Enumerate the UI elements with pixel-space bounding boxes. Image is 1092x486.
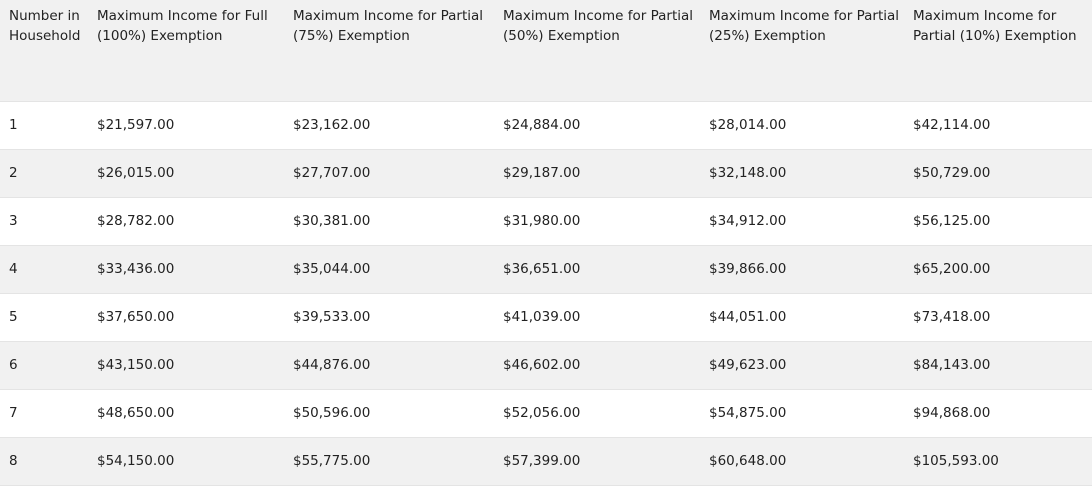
cell-partial-25: $32,148.00 <box>709 165 787 181</box>
cell-full-100: $21,597.00 <box>97 117 175 133</box>
cell-partial-75: $50,596.00 <box>293 405 371 421</box>
table-row <box>0 149 1092 197</box>
cell-household: 8 <box>9 453 18 469</box>
cell-partial-25: $60,648.00 <box>709 453 787 469</box>
cell-household: 4 <box>9 261 18 277</box>
cell-household: 3 <box>9 213 18 229</box>
cell-household: 1 <box>9 117 18 133</box>
cell-partial-50: $46,602.00 <box>503 357 581 373</box>
cell-partial-10: $94,868.00 <box>913 405 991 421</box>
cell-partial-75: $44,876.00 <box>293 357 371 373</box>
cell-full-100: $48,650.00 <box>97 405 175 421</box>
header-partial-75: Maximum Income for Partial (75%) Exemption <box>293 8 484 44</box>
cell-partial-75: $30,381.00 <box>293 213 371 229</box>
table-body <box>0 101 1092 485</box>
cell-partial-50: $57,399.00 <box>503 453 581 469</box>
header-household: Number in Household <box>9 8 81 44</box>
cell-partial-25: $28,014.00 <box>709 117 787 133</box>
cell-partial-75: $23,162.00 <box>293 117 371 133</box>
cell-partial-50: $31,980.00 <box>503 213 581 229</box>
cell-household: 2 <box>9 165 18 181</box>
cell-full-100: $33,436.00 <box>97 261 175 277</box>
table-row <box>0 245 1092 293</box>
cell-partial-75: $55,775.00 <box>293 453 371 469</box>
cell-partial-25: $34,912.00 <box>709 213 787 229</box>
table-header <box>0 0 1092 101</box>
cell-partial-50: $52,056.00 <box>503 405 581 421</box>
cell-partial-25: $49,623.00 <box>709 357 787 373</box>
cell-full-100: $37,650.00 <box>97 309 175 325</box>
header-partial-25: Maximum Income for Partial (25%) Exemption <box>709 8 900 44</box>
header-row <box>0 0 1092 101</box>
table-row <box>0 293 1092 341</box>
table-row <box>0 437 1092 485</box>
cell-partial-10: $105,593.00 <box>913 453 999 469</box>
cell-partial-10: $73,418.00 <box>913 309 991 325</box>
cell-partial-50: $41,039.00 <box>503 309 581 325</box>
cell-full-100: $26,015.00 <box>97 165 175 181</box>
cell-full-100: $28,782.00 <box>97 213 175 229</box>
table-row <box>0 197 1092 245</box>
table-row <box>0 389 1092 437</box>
cell-partial-25: $44,051.00 <box>709 309 787 325</box>
header-partial-10: Maximum Income for Partial (10%) Exemption <box>913 8 1077 44</box>
cell-partial-50: $29,187.00 <box>503 165 581 181</box>
cell-partial-10: $56,125.00 <box>913 213 991 229</box>
cell-partial-25: $39,866.00 <box>709 261 787 277</box>
cell-household: 7 <box>9 405 18 421</box>
header-full-100: Maximum Income for Full (100%) Exemption <box>97 8 268 44</box>
cell-partial-75: $39,533.00 <box>293 309 371 325</box>
cell-partial-10: $42,114.00 <box>913 117 991 133</box>
cell-household: 5 <box>9 309 18 325</box>
cell-partial-10: $50,729.00 <box>913 165 991 181</box>
cell-partial-75: $27,707.00 <box>293 165 371 181</box>
cell-partial-75: $35,044.00 <box>293 261 371 277</box>
cell-full-100: $54,150.00 <box>97 453 175 469</box>
header-partial-50: Maximum Income for Partial (50%) Exemption <box>503 8 694 44</box>
cell-partial-50: $36,651.00 <box>503 261 581 277</box>
table-row <box>0 341 1092 389</box>
cell-partial-10: $84,143.00 <box>913 357 991 373</box>
cell-partial-25: $54,875.00 <box>709 405 787 421</box>
cell-full-100: $43,150.00 <box>97 357 175 373</box>
cell-household: 6 <box>9 357 18 373</box>
table-row <box>0 101 1092 149</box>
cell-partial-50: $24,884.00 <box>503 117 581 133</box>
cell-partial-10: $65,200.00 <box>913 261 991 277</box>
